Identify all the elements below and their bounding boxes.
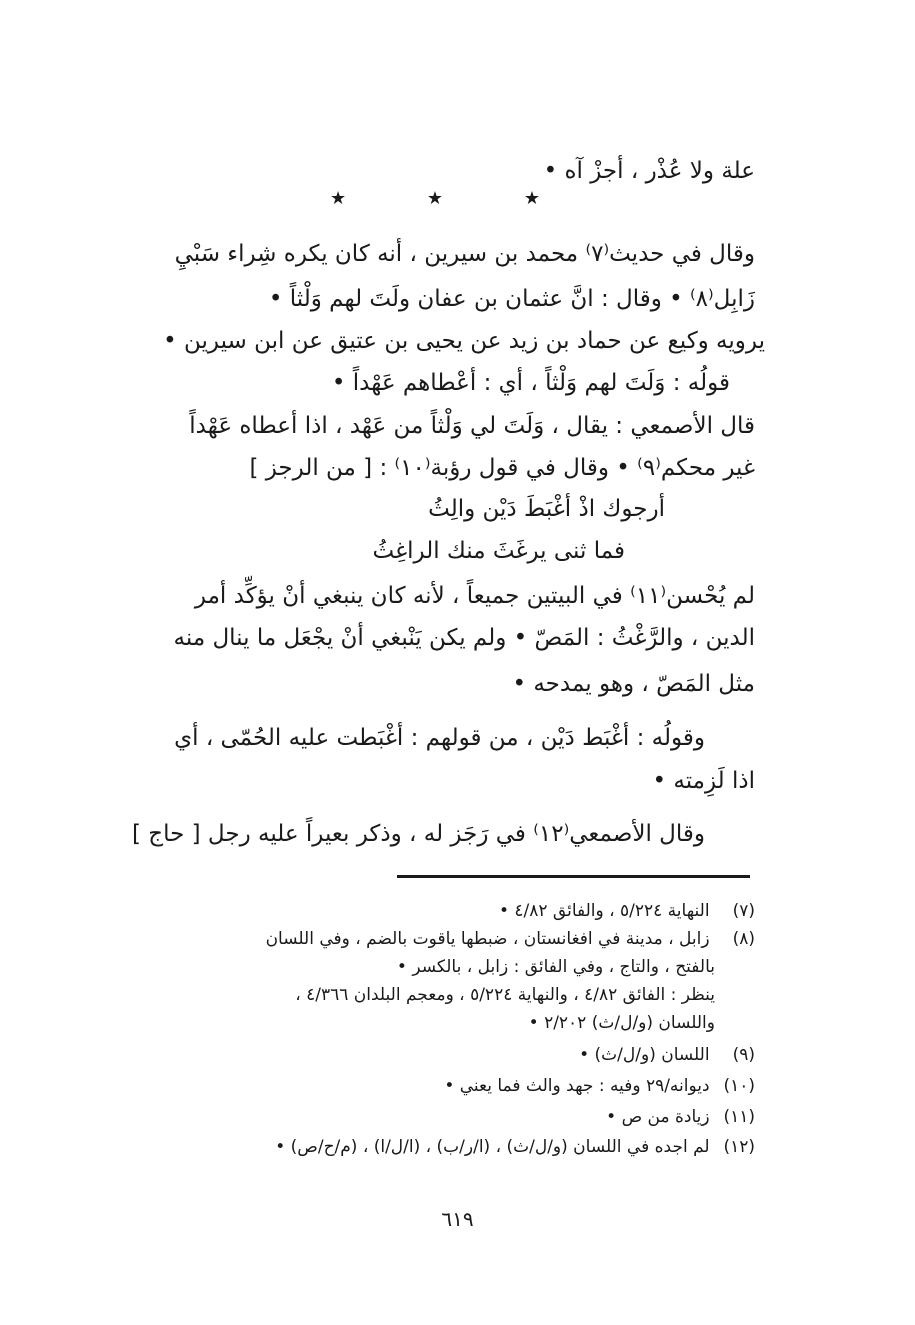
footnote-text: اللسان (و/ل/ث) • — [579, 1045, 710, 1065]
star-icon: ★ — [523, 188, 540, 209]
footnote-number: (٧) — [732, 901, 755, 921]
footnote-number: (١١) — [723, 1107, 755, 1127]
star-icon: ★ — [426, 188, 444, 209]
footnote-text: لم اجده في اللسان (و/ل/ث) ، (ا/ر/ب) ، (ا/ل/ا) ، (م/ح/ص) • — [275, 1137, 710, 1157]
star-icon: ★ — [330, 188, 347, 209]
text-line-7: غير محكم⁽٩⁾ • وقال في قول رؤبة⁽١٠⁾ : [ من الرجز ] — [249, 455, 755, 481]
text-line-13: وقال الأصمعي⁽١٢⁾ في رَجَز له ، وذكر بعيراً عليه رجل [ حاج ] — [131, 821, 705, 847]
text-line-5: قولُه : وَلَتَ لهم وَلْثاً ، أي : أعْطاهم عَهْداً • — [331, 370, 730, 396]
footnote-number: (١٠) — [723, 1076, 755, 1096]
text-line-3: زَابِل⁽٨⁾ • وقال : انَّ عثمان بن عفان ولَتَ لهم وَلْثاً • — [268, 286, 755, 312]
footnote-text: النهاية ٥/٢٢٤ ، والفائق ٤/٨٢ • — [498, 901, 710, 921]
footnote-9 — [95, 1042, 755, 1068]
footnote-8-cont-1: بالفتح ، والتاج ، وفي الفائق : زابل ، بالكسر • — [396, 957, 715, 977]
footnote-12 — [95, 1134, 755, 1160]
footnote-number: (٩) — [732, 1045, 755, 1065]
footnote-number: (٨) — [732, 929, 755, 949]
text-line-8: لم يُحْسن⁽١١⁾ في البيتين جميعاً ، لأنه كان ينبغي أنْ يؤكِّد أمر — [194, 583, 755, 609]
footnote-8 — [95, 926, 755, 952]
text-line-10: مثل المَصّ ، وهو يمدحه • — [512, 671, 755, 697]
footnote-11 — [95, 1104, 755, 1130]
footnote-divider — [397, 875, 750, 878]
verse-line-2: فما ثنى يرغَثَ منك الراغِثُ — [372, 538, 625, 564]
text-line-6: قال الأصمعي : يقال ، وَلَتَ لي وَلْثاً من عَهْد ، اذا أعطاه عَهْداً — [189, 413, 755, 439]
footnote-8-cont-2: ينظر : الفائق ٤/٨٢ ، والنهاية ٥/٢٢٤ ، ومعجم البلدان ٤/٣٦٦ ، — [295, 985, 715, 1005]
text-line-4: يرويه وكيع عن حماد بن زيد عن يحيى بن عتيق عن ابن سيرين • — [163, 328, 765, 354]
footnote-8-cont-3: واللسان (و/ل/ث) ٢/٢٠٢ • — [528, 1013, 715, 1033]
footnote-text: زيادة من ص • — [606, 1107, 710, 1127]
footnote-number: (١٢) — [723, 1137, 755, 1157]
text-line-9: الدين ، والرَّغْثُ : المَصّ • ولم يكن يَنْبغي أنْ يجْعَل ما ينال منه — [173, 625, 755, 651]
page-number: ٦١٩ — [441, 1207, 474, 1231]
text-line-1: علة ولا عُذْر ، أجزْ آه • — [543, 158, 755, 184]
footnote-7 — [95, 898, 755, 924]
text-line-11: وقولُه : أغْبَط دَيْن ، من قولهم : أغْبَطت عليه الحُمّى ، أي — [174, 725, 705, 751]
section-divider-stars — [330, 188, 540, 212]
verse-line-1: أرجوك اذْ أغْبَطَ دَيْن والِثُ — [428, 496, 665, 522]
footnote-text: زابل ، مدينة في افغانستان ، ضبطها ياقوت بالضم ، وفي اللسان — [265, 929, 710, 949]
text-line-12: اذا لَزِمته • — [652, 768, 755, 794]
footnote-text: ديوانه/٢٩ وفيه : جهد والث فما يعني • — [444, 1076, 710, 1096]
footnote-10 — [95, 1073, 755, 1099]
text-line-2: وقال في حديث⁽٧⁾ محمد بن سيرين ، أنه كان يكره شِراء سَبْيِ — [174, 241, 755, 267]
